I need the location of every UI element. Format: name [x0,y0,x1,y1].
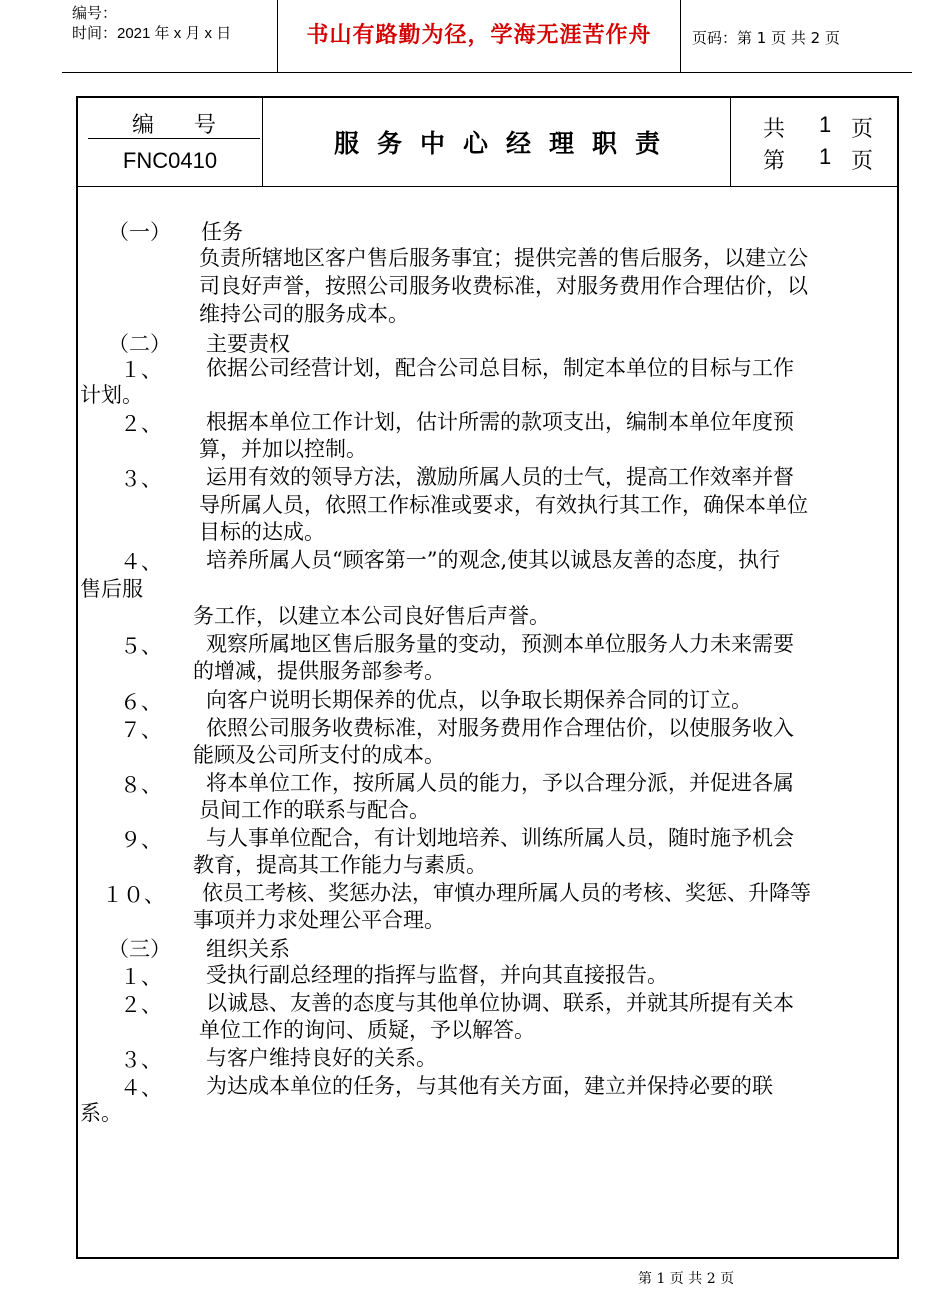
text-line: 目标的达成。 [199,520,325,544]
item-number: １０、 [102,883,165,907]
item-number: １、 [120,358,162,382]
text-line: 系。 [80,1101,122,1125]
item-number: ３、 [120,1048,162,1072]
text-line: 培养所属人员“顾客第一”的观念,使其以诚恳友善的态度，执行 [206,548,781,572]
page-code: 页码：第 1 页 共 2 页 [692,29,840,47]
number-label: 编号： [72,5,118,22]
item-number: ４、 [120,550,162,574]
item-number: ６、 [120,690,162,714]
motto: 书山有路勤为径，学海无涯苦作舟 [306,23,652,48]
text-line: 依照公司服务收费标准，对服务费用作合理估价，以使服务收入 [206,716,794,740]
text-line: 观察所属地区售后服务量的变动，预测本单位服务人力未来需要 [206,632,794,656]
code-value: FNC0410 [122,148,218,173]
total-value: 1 [819,112,832,137]
item-number: ３、 [120,467,162,491]
text-line: 依员工考核、奖惩办法，审慎办理所属人员的考核、奖惩、升降等 [202,881,811,905]
item-number: １、 [120,965,162,989]
section-marker: （二） [108,332,171,356]
section-marker: （一） [108,220,171,244]
page-footer: 第 1 页 共 2 页 [638,1271,735,1287]
text-line: 根据本单位工作计划，估计所需的款项支出，编制本单位年度预 [206,410,794,434]
section-heading: 组织关系 [206,937,290,961]
total-label: 共 [763,117,786,142]
code-cell [78,98,263,186]
page-count-cell [730,98,899,186]
item-number: ９、 [120,828,162,852]
page-unit: 页 [851,149,874,174]
text-line: 依据公司经营计划，配合公司总目标，制定本单位的目标与工作 [206,356,794,380]
text-line: 向客户说明长期保养的优点，以争取长期保养合同的订立。 [206,688,752,712]
text-line: 计划。 [80,383,143,407]
page-value: 1 [819,144,832,169]
text-line: 售后服 [80,577,143,601]
text-line: 务工作，以建立本公司良好售后声誉。 [193,604,550,628]
current-page [763,144,875,174]
text-line: 将本单位工作，按所属人员的能力，予以合理分派，并促进各属 [206,771,794,795]
header-meta [62,0,277,72]
text-line: 受执行副总经理的指挥与监督，并向其直接报告。 [206,963,668,987]
section-marker: （三） [108,937,171,961]
document-frame [76,96,899,1259]
text-line: 以诚恳、友善的态度与其他单位协调、联系，并就其所提有关本 [206,991,794,1015]
text-line: 的增减，提供服务部参考。 [193,659,445,683]
text-line: 算，并加以控制。 [199,437,367,461]
page-header [62,0,912,73]
text-line: 为达成本单位的任务，与其他有关方面，建立并保持必要的联 [206,1074,773,1098]
time-label: 时间：2021 年 x 月 x 日 [72,25,232,42]
total-unit: 页 [851,117,874,142]
text-line: 导所属人员，依照工作标准或要求，有效执行其工作，确保本单位 [199,493,808,517]
item-number: ２、 [120,993,162,1017]
text-line: 维持公司的服务成本。 [199,302,409,326]
item-number: ５、 [120,634,162,658]
text-line: 能顾及公司所支付的成本。 [193,743,445,767]
document-title: 服务中心经理职责 [333,129,678,158]
header-divider [680,0,681,72]
page-label: 第 [763,149,786,174]
section-heading: 主要责权 [206,332,290,356]
text-line: 与人事单位配合，有计划地培养、训练所属人员，随时施予机会 [206,826,794,850]
text-line: 负责所辖地区客户售后服务事宜；提供完善的售后服务，以建立公 [199,246,808,270]
total-pages [763,112,875,142]
section-heading: 任务 [201,220,243,244]
item-number: ７、 [120,718,162,742]
text-line: 事项并力求处理公平合理。 [193,908,445,932]
code-label: 编号 [88,108,260,139]
text-line: 单位工作的询问、质疑，予以解答。 [199,1018,535,1042]
text-line: 与客户维持良好的关系。 [206,1046,437,1070]
item-number: ８、 [120,773,162,797]
item-number: ４、 [120,1076,162,1100]
text-line: 司良好声誉，按照公司服务收费标准，对服务费用作合理估价，以 [199,274,808,298]
text-line: 运用有效的领导方法，激励所属人员的士气，提高工作效率并督 [206,465,794,489]
item-number: ２、 [120,412,162,436]
text-line: 教育，提高其工作能力与素质。 [193,853,487,877]
text-line: 员间工作的联系与配合。 [199,798,430,822]
title-row [78,98,897,187]
